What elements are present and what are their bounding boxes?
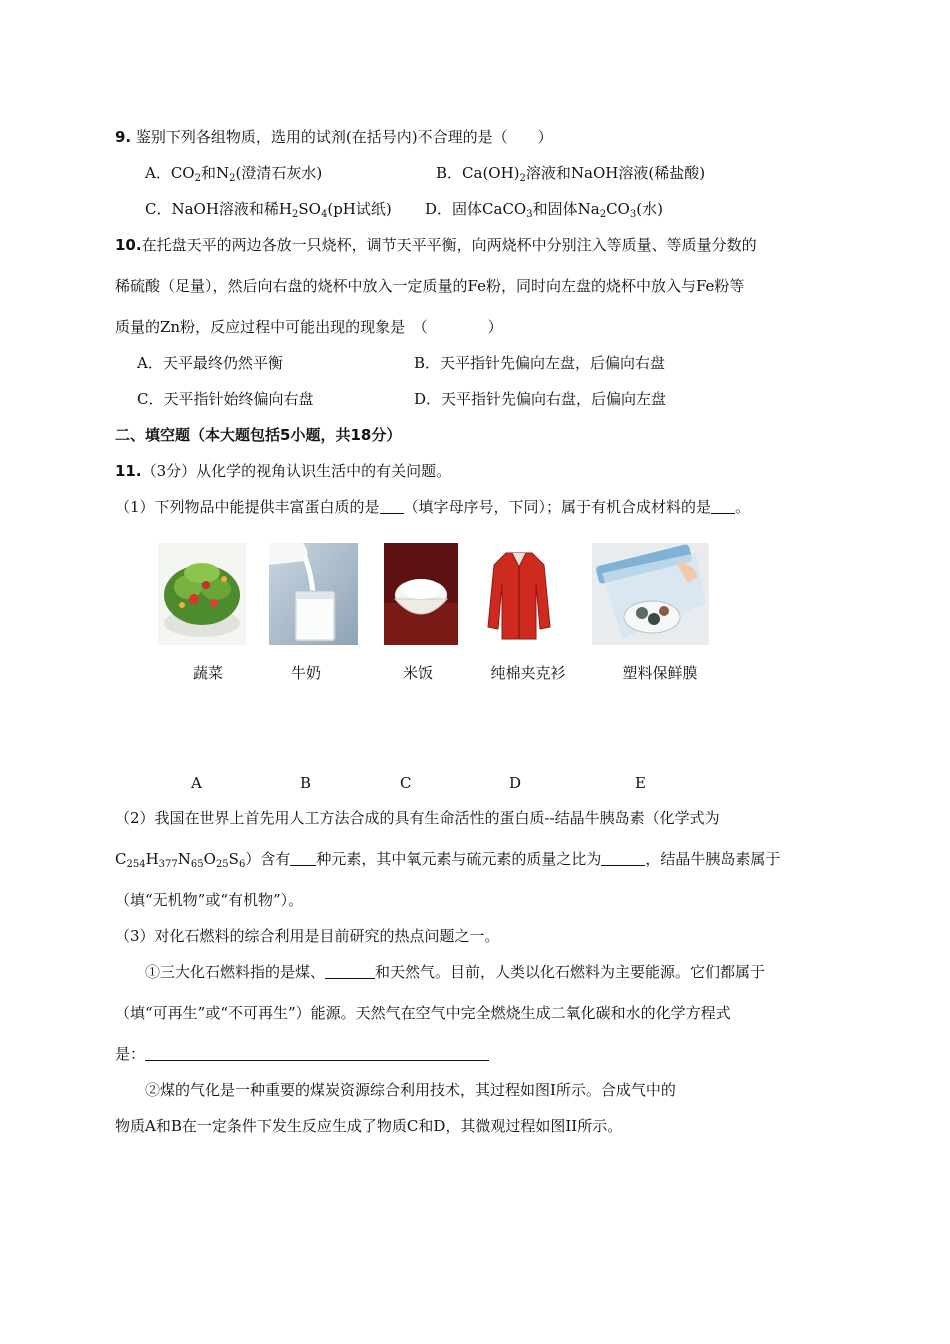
label-e: E xyxy=(635,774,646,792)
answer-blank[interactable] xyxy=(325,962,375,979)
q11-part3-line3: （填“可再生”或“不可再生”）能源。天然气在空气中完全燃烧生成二氧化碳和水的化学方程式 xyxy=(115,1004,731,1022)
q11-part3-line1: （3）对化石燃料的综合利用是目前研究的热点问题之一。 xyxy=(115,927,500,945)
q9-option-c: C．NaOH溶液和稀$H_2SO_4(pH$试纸) xyxy=(145,200,392,220)
q9-option-b: B．$Ca(OH)_2$溶液和NaOH溶液(稀盐酸) xyxy=(436,164,706,184)
caption-vegetables: 蔬菜 xyxy=(192,664,223,682)
rice-bowl-image xyxy=(384,543,458,645)
q9-number: 9. xyxy=(115,128,132,146)
q11-part3-line2: ①三大化石燃料指的是煤、 和天然气。目前，人类以化石燃料为主要能源。它们都属于 xyxy=(145,963,766,981)
q11-part3-line6: 物质A和B在一定条件下发生反应生成了物质C和D，其微观过程如图II所示。 xyxy=(115,1117,623,1135)
caption-plastic-wrap: 塑料保鲜膜 xyxy=(622,664,698,682)
q10-option-c: C．天平指针始终偏向右盘 xyxy=(137,390,314,408)
q11-part2-line2: $C_{254}H_{377}N_{65}O_{25}S_6$）含有 种元素，其中氧元素与硫元素的质量之比为 ，结晶牛胰岛素属于 xyxy=(115,850,781,870)
q11-part1: （1）下列物品中能提供丰富蛋白质的是 （填字母序号，下同）；属于有机合成材料的是 。 xyxy=(115,498,751,516)
answer-blank[interactable] xyxy=(711,497,735,514)
q11-part2-line1: （2）我国在世界上首先用人工方法合成的具有生命活性的蛋白质--结晶牛胰岛素（化学式为 xyxy=(115,809,720,827)
insulin-formula: $C_{254}H_{377}N_{65}O_{25}S_6$ xyxy=(115,850,246,870)
q10-option-b: B．天平指针先偏向左盘，后偏向右盘 xyxy=(414,354,666,372)
label-a: A xyxy=(191,774,202,792)
q10-line-3: 质量的Zn粉，反应过程中可能出现的现象是 （ ） xyxy=(115,318,503,336)
q9-option-d: D．固体CaCO$_3$和固体$Na_2CO_3$(水) xyxy=(425,200,663,220)
q10-option-d: D．天平指针先偏向右盘，后偏向左盘 xyxy=(414,390,667,408)
q11-part3-line5: ②煤的气化是一种重要的煤炭资源综合利用技术，其过程如图Ⅰ所示。合成气中的 xyxy=(145,1081,676,1099)
q9-stem-line xyxy=(115,127,553,147)
vegetable-salad-image xyxy=(158,543,246,645)
cotton-jacket-image xyxy=(484,543,554,645)
answer-blank[interactable] xyxy=(601,849,645,866)
label-b: B xyxy=(300,774,312,792)
equation-blank[interactable] xyxy=(145,1044,489,1061)
q11-part3-line4: 是： xyxy=(115,1044,489,1064)
q11-number: 11. xyxy=(115,462,142,480)
q10-number: 10. xyxy=(115,236,142,254)
plastic-wrap-image xyxy=(592,543,709,645)
q11-part2-line3: （填“无机物”或“有机物”）。 xyxy=(115,891,304,909)
q10-line-1: 10.在托盘天平的两边各放一只烧杯，调节天平平衡，向两烧杯中分别注入等质量、等质量分数的 xyxy=(115,236,757,254)
caption-rice: 米饭 xyxy=(402,664,433,682)
answer-blank[interactable] xyxy=(380,497,404,514)
caption-milk: 牛奶 xyxy=(290,664,321,682)
caption-jacket: 纯棉夹克衫 xyxy=(490,664,566,682)
label-c: C xyxy=(400,774,412,792)
q10-option-a: A．天平最终仍然平衡 xyxy=(137,354,283,372)
q9-text: 鉴别下列各组物质，选用的试剂(在括号内)不合理的是（ ） xyxy=(135,128,553,146)
answer-blank[interactable] xyxy=(290,849,316,866)
milk-glass-image xyxy=(269,543,358,645)
label-d: D xyxy=(509,774,522,792)
section-heading: 二、填空题（本大题包括5小题，共18分） xyxy=(115,426,402,444)
q9-option-a: A．$CO_2$和$N_2$(澄清石灰水) xyxy=(145,164,323,184)
q11-intro-line: 11.（3分）从化学的视角认识生活中的有关问题。 xyxy=(115,462,452,480)
q10-line-2: 稀硫酸（足量），然后向右盘的烧杯中放入一定质量的Fe粉，同时向左盘的烧杯中放入与Fe粉等 xyxy=(115,277,745,295)
